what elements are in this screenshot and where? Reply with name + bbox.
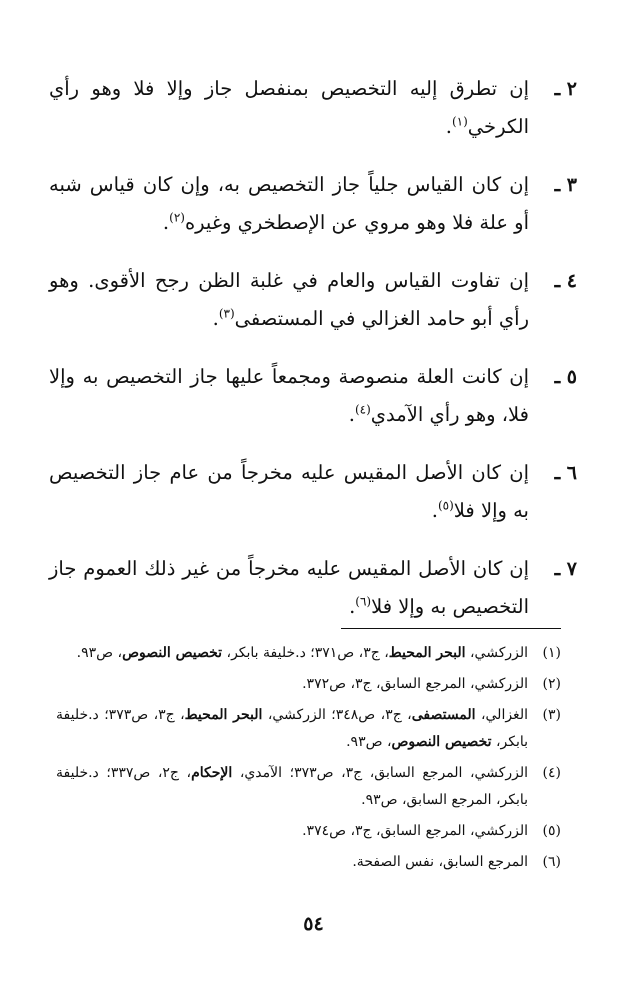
item-text: إن كان القياس جلياً جاز التخصيص به، وإن كان قياس شبه أو علة فلا وهو مروي عن الإصطخري وغيره$^{(٢)}$. (49, 173, 529, 234)
footnote-number: (٤) (542, 765, 561, 781)
item-number: ٧ ـ (554, 558, 577, 580)
footnote-ref: (٢) (169, 210, 185, 225)
footnote-number: (٥) (542, 823, 561, 839)
footnote-text: الزركشي، المرجع السابق، ج٣، ص٣٧٣؛ الآمدي، الإحكام، ج٢، ص٣٣٧؛ د.خليفة بابكر، المرجع السابق، ص٩٣. (56, 765, 528, 808)
item-number: ٦ ـ (554, 462, 577, 484)
list-item (49, 70, 577, 146)
footnotes (56, 640, 561, 880)
item-text: إن كان الأصل المقيس عليه مخرجاً من عام جاز التخصيص به وإلا فلا$^{(٥)}$. (49, 461, 529, 522)
page-number: ٥٤ (303, 913, 324, 935)
item-number: ٣ ـ (554, 174, 577, 196)
footnote-ref: (١) (451, 114, 468, 129)
list-item (49, 550, 577, 626)
item-number: ٤ ـ (554, 270, 577, 292)
footnote (56, 640, 561, 667)
item-number: ٢ ـ (554, 78, 577, 100)
footnote (56, 702, 561, 756)
footnote-ref: (٦) (355, 594, 372, 609)
footnote-ref: (٣) (218, 306, 235, 321)
footnote-text: الزركشي، المرجع السابق، ج٣، ص٣٧٤. (302, 823, 528, 839)
list-item (49, 454, 577, 530)
list-item (49, 262, 577, 338)
footnote (56, 849, 561, 876)
footnote-text: المرجع السابق، نفس الصفحة. (352, 854, 528, 870)
item-text: إن تفاوت القياس والعام في غلبة الظن رجح الأقوى. وهو رأي أبو حامد الغزالي في المستصفى$^{(٣)}$. (49, 269, 529, 330)
footnote-text: الزركشي، المرجع السابق، ج٣، ص٣٧٢. (302, 676, 528, 692)
conditions-list (49, 70, 577, 646)
item-text: إن تطرق إليه التخصيص بمنفصل جاز وإلا فلا وهو رأي الكرخي$^{(١)}$. (49, 77, 529, 138)
list-item (49, 166, 577, 242)
footnote-text: الغزالي، المستصفى، ج٣، ص٣٤٨؛ الزركشي، البحر المحيط، ج٣، ص٣٧٣؛ د.خليفة بابكر، تخصيص النصوص، ص٩٣. (56, 707, 528, 750)
list-item (49, 358, 577, 434)
footnote-separator (341, 628, 561, 629)
footnote-number: (١) (542, 645, 561, 661)
footnote-number: (٣) (542, 707, 561, 723)
item-text: إن كان الأصل المقيس عليه مخرجاً من غير ذلك العموم جاز التخصيص به وإلا فلا$^{(٦)}$. (49, 557, 529, 618)
footnote-text: الزركشي، البحر المحيط، ج٣، ص٣٧١؛ د.خليفة بابكر، تخصيص النصوص، ص٩٣. (76, 645, 528, 661)
footnote (56, 671, 561, 698)
footnote (56, 760, 561, 814)
footnote-ref: (٤) (354, 402, 371, 417)
footnote (56, 818, 561, 845)
footnote-number: (٦) (542, 854, 561, 870)
item-text: إن كانت العلة منصوصة ومجمعاً عليها جاز التخصيص به وإلا فلا، وهو رأي الآمدي$^{(٤)}$. (49, 365, 529, 426)
footnote-ref: (٥) (437, 498, 454, 513)
footnote-number: (٢) (542, 676, 561, 692)
item-number: ٥ ـ (554, 366, 577, 388)
